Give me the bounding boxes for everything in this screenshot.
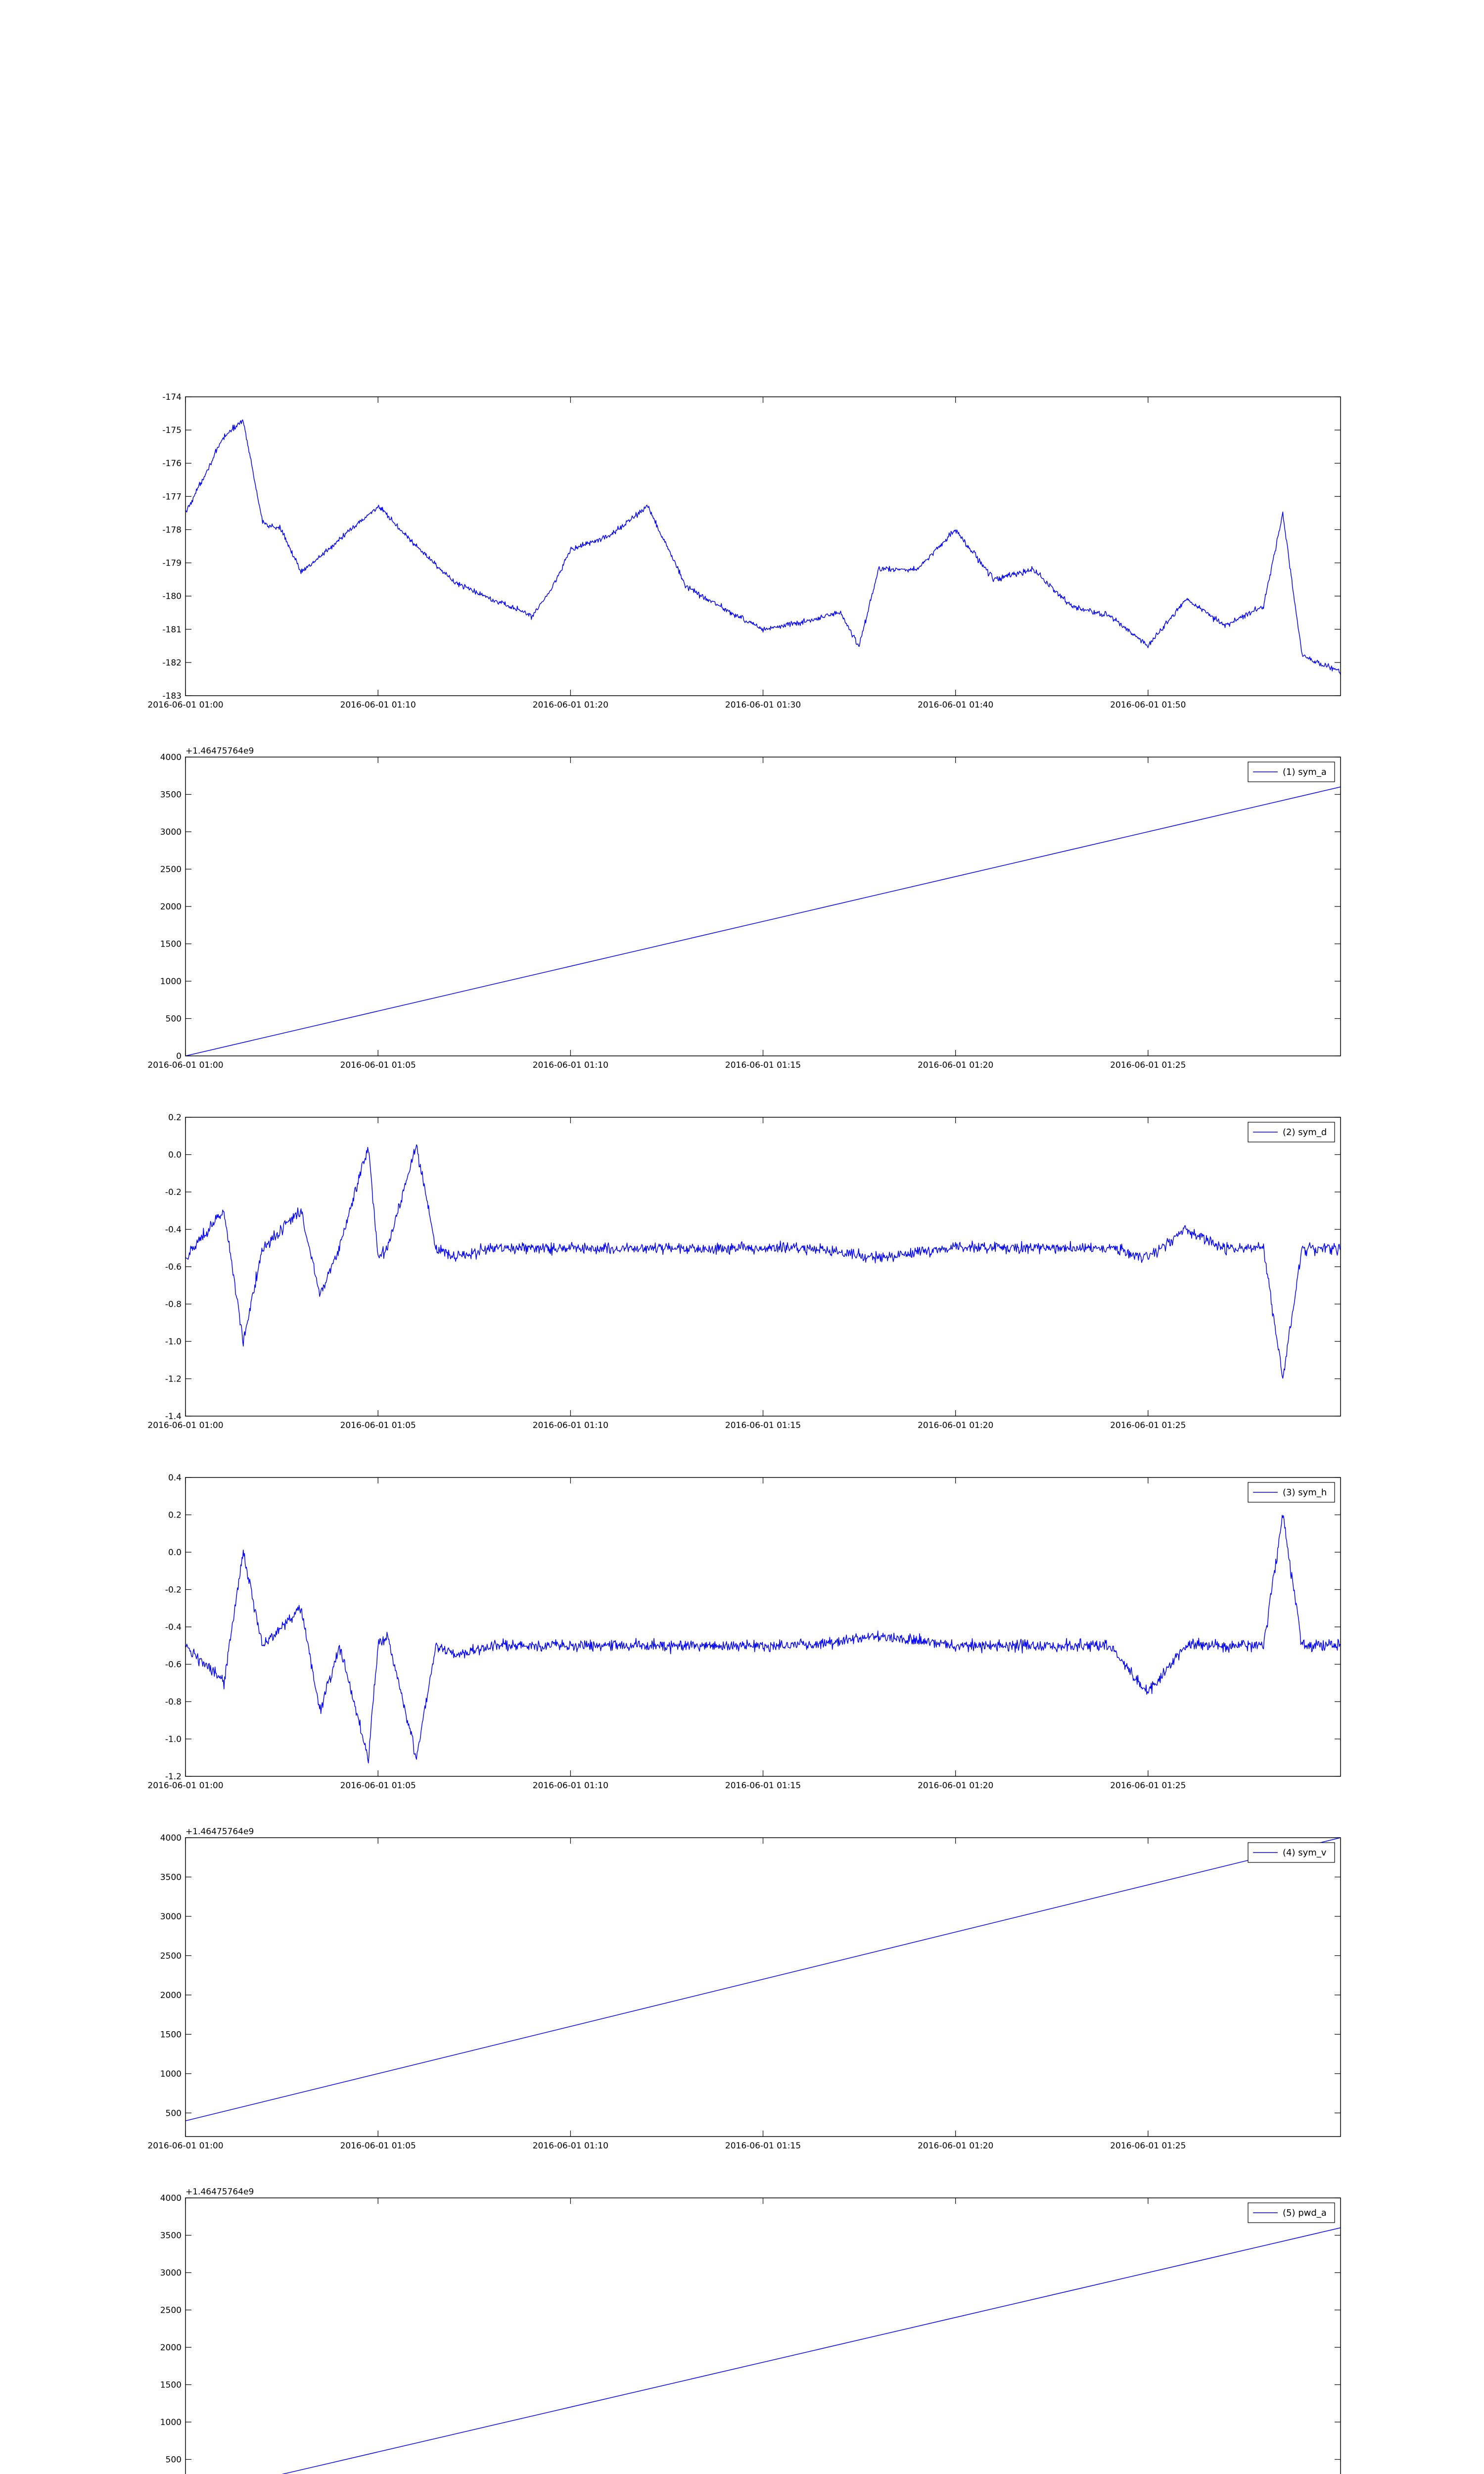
x-tick-label: 2016-06-01 01:30 <box>725 700 801 710</box>
x-tick-label: 2016-06-01 01:10 <box>532 1060 608 1070</box>
x-tick-label: 2016-06-01 01:15 <box>725 1421 801 1430</box>
y-tick-label: -175 <box>162 426 182 436</box>
y-tick-label: -0.6 <box>165 1262 182 1272</box>
y-tick-label: 3500 <box>160 1872 182 1883</box>
chart-panel-6 <box>147 2187 1341 2474</box>
x-tick-label: 2016-06-01 01:05 <box>340 1781 416 1791</box>
x-tick-label: 2016-06-01 01:40 <box>918 700 994 710</box>
x-tick-label: 2016-06-01 01:05 <box>340 1060 416 1070</box>
y-tick-label: 1000 <box>160 977 182 987</box>
y-tick-label: 2000 <box>160 2343 182 2353</box>
y-tick-label: 3000 <box>160 1911 182 1922</box>
y-tick-label: -176 <box>162 459 182 469</box>
y-tick-label: 0.0 <box>168 1150 182 1160</box>
y-tick-label: 0.2 <box>168 1510 182 1521</box>
legend <box>1248 762 1335 782</box>
axis-offset-text: +1.46475764e9 <box>186 746 254 756</box>
x-tick-label: 2016-06-01 01:10 <box>532 2141 608 2151</box>
y-tick-label: -0.4 <box>165 1622 182 1632</box>
y-tick-label: 4000 <box>160 753 182 762</box>
x-tick-label: 2016-06-01 01:10 <box>532 1421 608 1430</box>
y-tick-label: 500 <box>165 2455 182 2465</box>
x-tick-label: 2016-06-01 01:15 <box>725 1781 801 1791</box>
y-tick-label: -1.2 <box>165 1772 182 1782</box>
y-tick-label: -0.4 <box>165 1225 182 1235</box>
y-tick-label: 2500 <box>160 1951 182 1961</box>
y-tick-label: -0.6 <box>165 1660 182 1670</box>
legend <box>1248 1843 1335 1862</box>
x-tick-label: 2016-06-01 01:20 <box>532 700 608 710</box>
x-tick-label: 2016-06-01 01:25 <box>1110 1781 1186 1791</box>
y-tick-label: -1.2 <box>165 1374 182 1384</box>
y-tick-label: 2000 <box>160 1990 182 2000</box>
axes-frame <box>186 1117 1341 1416</box>
y-tick-label: 4000 <box>160 2193 182 2203</box>
x-tick-label: 2016-06-01 01:20 <box>918 1421 994 1430</box>
x-tick-label: 2016-06-01 01:25 <box>1110 1421 1186 1430</box>
axis-offset-text: +1.46475764e9 <box>186 1827 254 1837</box>
axes-frame <box>186 1838 1341 2137</box>
x-tick-label: 2016-06-01 01:15 <box>725 1060 801 1070</box>
y-tick-label: -178 <box>162 525 182 535</box>
axes-frame <box>186 397 1341 696</box>
legend-label: (2) sym_d <box>1283 1127 1327 1138</box>
axis-offset-text: +1.46475764e9 <box>186 2187 254 2197</box>
series-line-(1) sym_a <box>186 787 1341 1056</box>
series-line-(4) sym_v <box>186 1838 1341 2121</box>
y-tick-label: -0.2 <box>165 1188 182 1197</box>
y-tick-label: -0.2 <box>165 1585 182 1595</box>
y-tick-label: -181 <box>162 624 182 635</box>
x-tick-label: 2016-06-01 01:10 <box>340 700 416 710</box>
x-tick-label: 2016-06-01 01:00 <box>147 1781 224 1791</box>
y-tick-label: -182 <box>162 658 182 668</box>
x-tick-label: 2016-06-01 01:20 <box>918 2141 994 2151</box>
legend-label: (4) sym_v <box>1283 1848 1327 1858</box>
y-tick-label: -1.0 <box>165 1734 182 1745</box>
series-line-panel-1 <box>186 420 1341 674</box>
axes-frame <box>186 1477 1341 1776</box>
y-tick-label: 1500 <box>160 2380 182 2390</box>
y-tick-label: 3000 <box>160 827 182 837</box>
x-tick-label: 2016-06-01 01:00 <box>147 1421 224 1430</box>
y-tick-label: -0.8 <box>165 1697 182 1707</box>
series-line-(5) pwd_a <box>186 2228 1341 2474</box>
x-tick-label: 2016-06-01 01:50 <box>1110 700 1186 710</box>
y-tick-label: 3000 <box>160 2268 182 2278</box>
series-line-(2) sym_d <box>186 1145 1341 1379</box>
x-tick-label: 2016-06-01 01:20 <box>918 1781 994 1791</box>
y-tick-label: 1000 <box>160 2069 182 2079</box>
x-tick-label: 2016-06-01 01:25 <box>1110 2141 1186 2151</box>
y-tick-label: 500 <box>165 2108 182 2119</box>
y-tick-label: 2500 <box>160 864 182 875</box>
legend <box>1248 1482 1335 1502</box>
chart-panel-3 <box>147 1113 1341 1430</box>
chart-panel-4 <box>147 1473 1341 1791</box>
y-tick-label: -1.4 <box>165 1412 182 1422</box>
y-tick-label: 3500 <box>160 790 182 800</box>
x-tick-label: 2016-06-01 01:05 <box>340 2141 416 2151</box>
y-tick-label: -183 <box>162 691 182 701</box>
x-tick-label: 2016-06-01 01:15 <box>725 2141 801 2151</box>
legend <box>1248 1122 1335 1142</box>
axes-frame <box>186 757 1341 1056</box>
y-tick-label: -179 <box>162 558 182 569</box>
y-tick-label: 2000 <box>160 902 182 912</box>
y-tick-label: -174 <box>162 392 182 402</box>
y-tick-label: 4000 <box>160 1833 182 1843</box>
x-tick-label: 2016-06-01 01:25 <box>1110 1060 1186 1070</box>
x-tick-label: 2016-06-01 01:00 <box>147 2141 224 2151</box>
x-tick-label: 2016-06-01 01:00 <box>147 1060 224 1070</box>
y-tick-label: -0.8 <box>165 1299 182 1310</box>
legend-label: (5) pwd_a <box>1283 2208 1327 2218</box>
y-tick-label: 0 <box>176 1051 182 1061</box>
y-tick-label: 0.4 <box>168 1473 182 1483</box>
y-tick-label: 1500 <box>160 2030 182 2040</box>
legend <box>1248 2203 1335 2223</box>
axes-frame <box>186 2198 1341 2474</box>
y-tick-label: 0.0 <box>168 1548 182 1558</box>
x-tick-label: 2016-06-01 01:00 <box>147 700 224 710</box>
chart-panel-2 <box>147 746 1341 1070</box>
y-tick-label: 0.2 <box>168 1113 182 1123</box>
y-tick-label: 500 <box>165 1014 182 1024</box>
y-tick-label: 3500 <box>160 2231 182 2241</box>
legend-label: (3) sym_h <box>1283 1487 1327 1498</box>
chart-panel-5 <box>147 1827 1341 2151</box>
x-tick-label: 2016-06-01 01:05 <box>340 1421 416 1430</box>
series-line-(3) sym_h <box>186 1515 1341 1763</box>
x-tick-label: 2016-06-01 01:20 <box>918 1060 994 1070</box>
y-tick-label: -177 <box>162 492 182 502</box>
legend-label: (1) sym_a <box>1283 767 1327 777</box>
y-tick-label: 2500 <box>160 2305 182 2316</box>
y-tick-label: 1500 <box>160 939 182 950</box>
chart-panel-1 <box>147 392 1341 710</box>
y-tick-label: -180 <box>162 591 182 602</box>
y-tick-label: 1000 <box>160 2418 182 2427</box>
y-tick-label: -1.0 <box>165 1337 182 1347</box>
x-tick-label: 2016-06-01 01:10 <box>532 1781 608 1791</box>
